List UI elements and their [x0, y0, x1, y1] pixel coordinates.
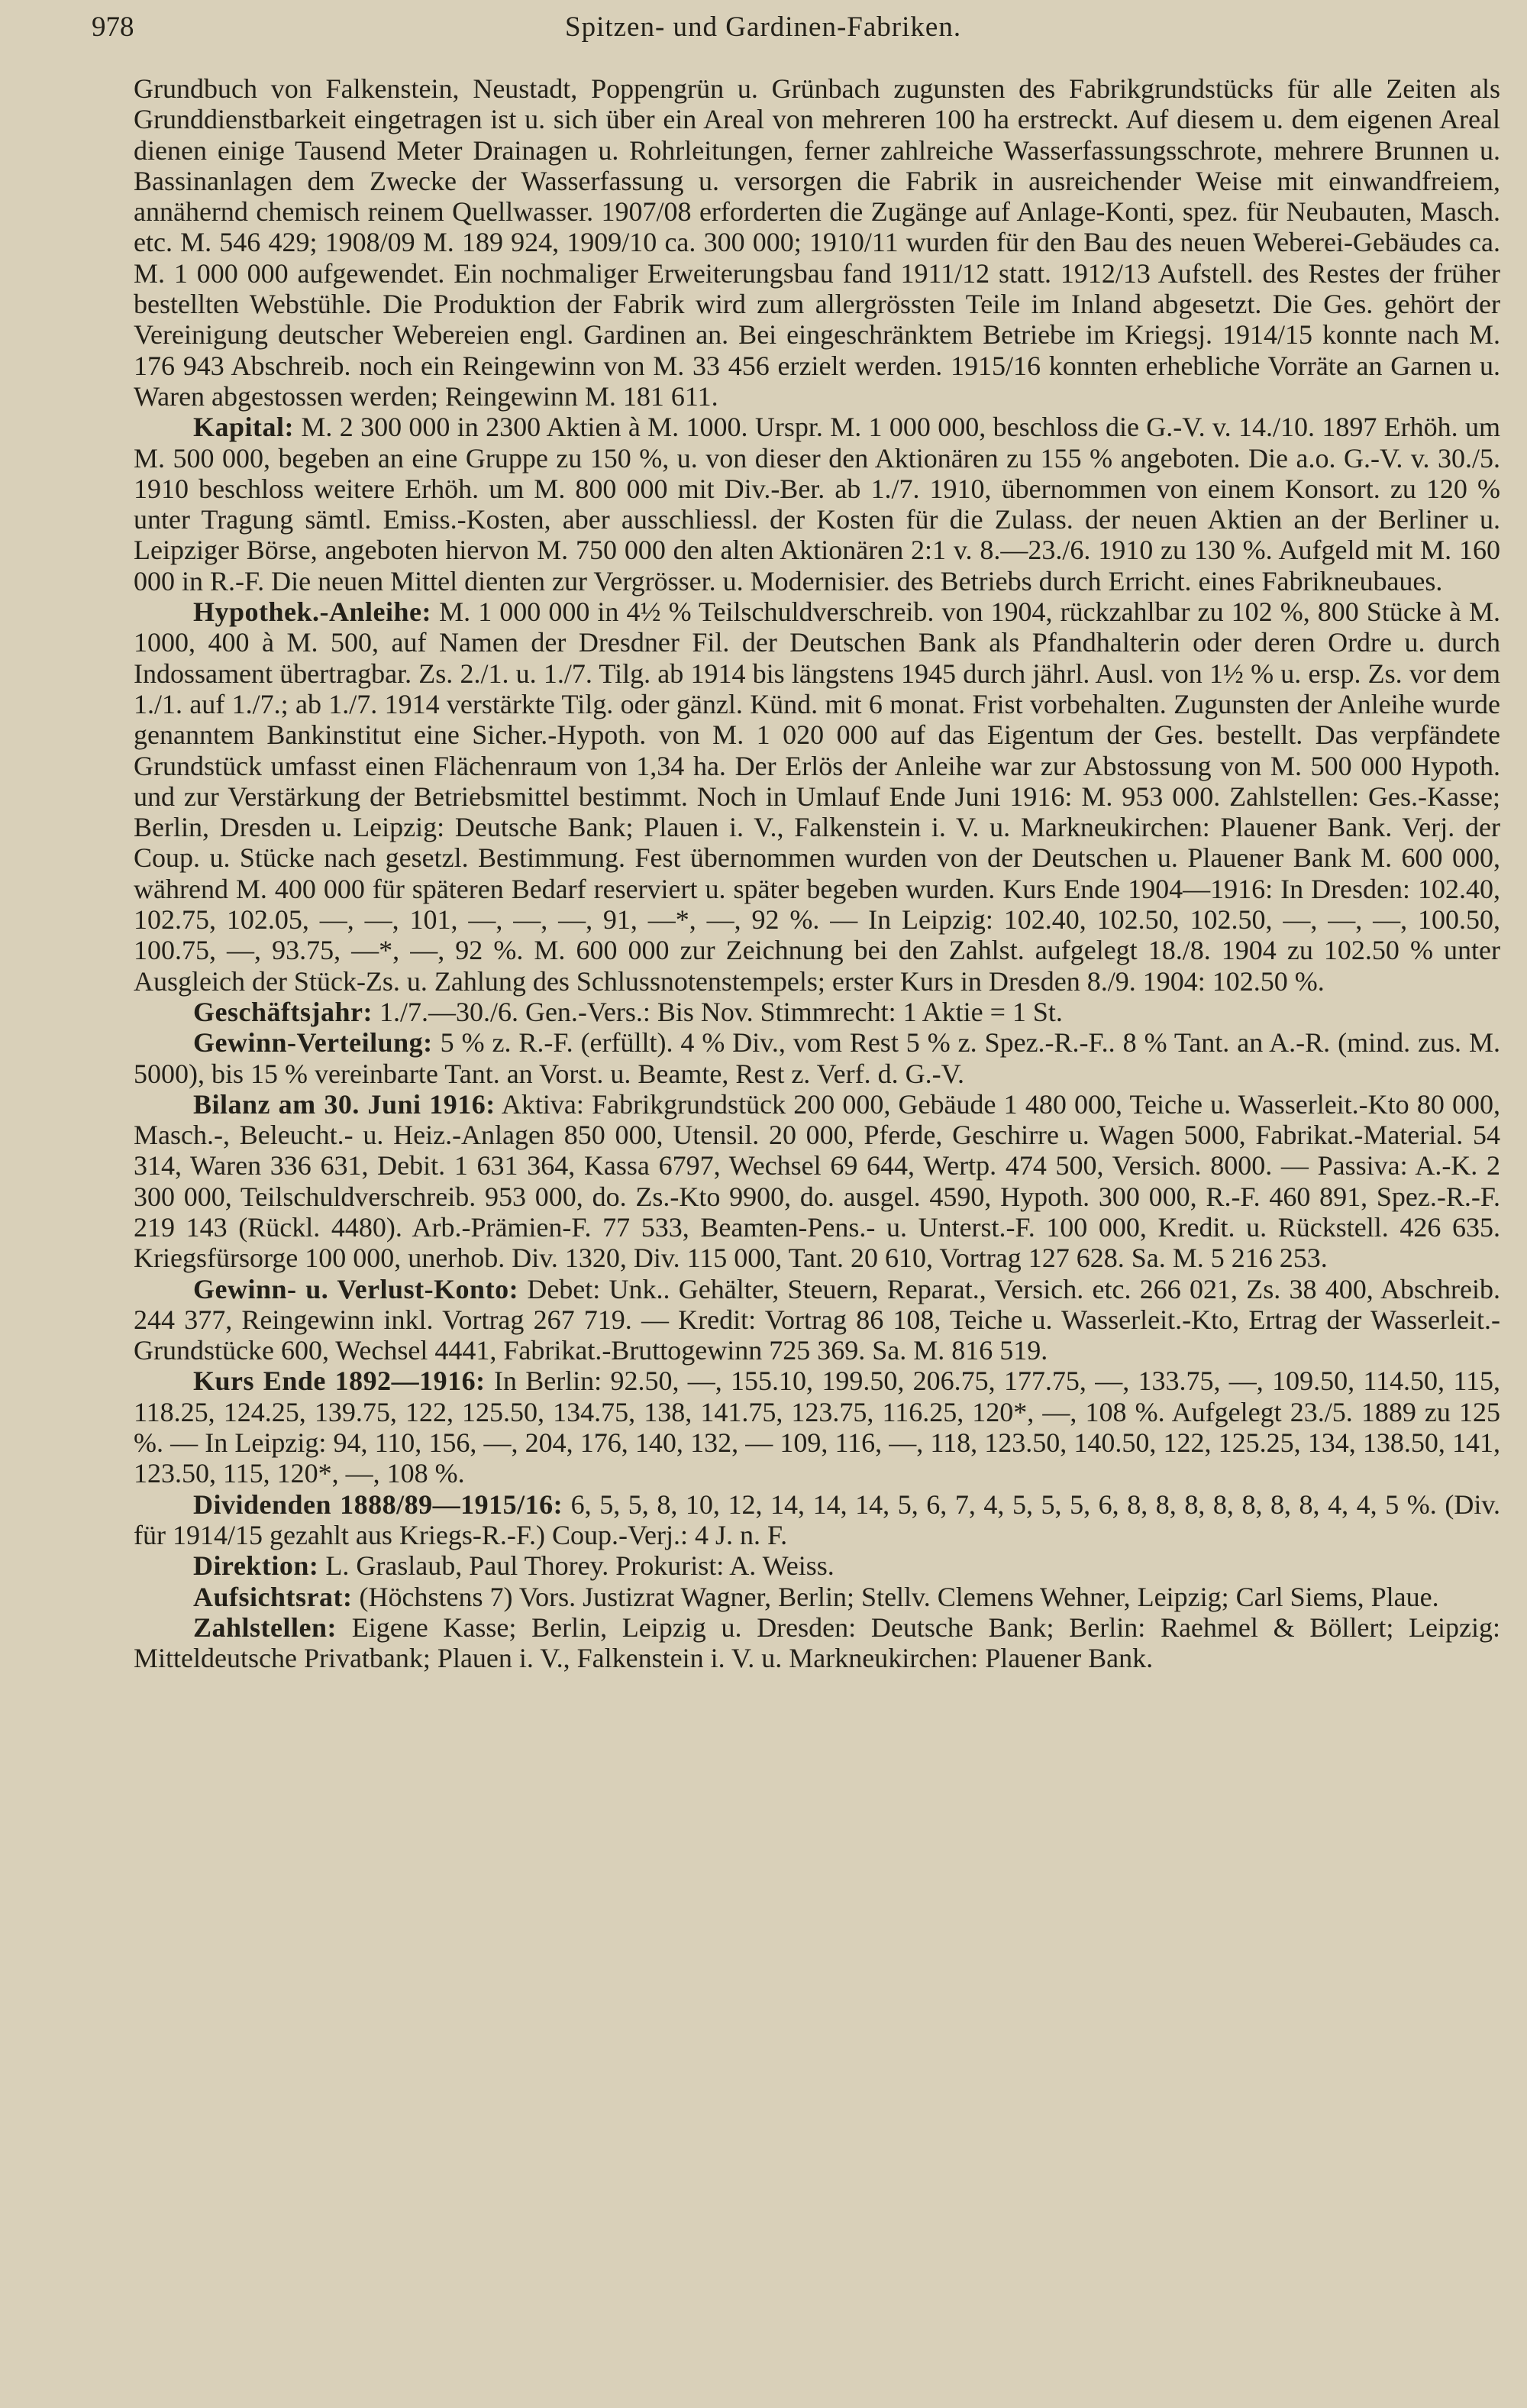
section-label: Direktion:	[193, 1550, 319, 1582]
paragraph-bilanz	[134, 1089, 1500, 1274]
paragraph-geschaeftsjahr	[134, 997, 1500, 1027]
section-label: Zahlstellen:	[193, 1611, 337, 1643]
section-label: Gewinn- u. Verlust-Konto:	[193, 1273, 519, 1304]
paragraph-text: Debet: Unk.. Gehälter, Steuern, Reparat., Versich. etc. 266 021, Zs. 38 400, Abschreib. 244 377, Reingewinn inkl. Vortrag 267 719. — Kredit: Vortrag 86 108, Teiche u. Wasserleit.-Kto, Ertrag der Wasserleit.-Grundstücke 600, Wechsel 4441, Fabrikat.-Bruttogewinn 725 369. Sa. M. 816 519.	[134, 1273, 1501, 1366]
page-header	[92, 8, 1496, 47]
section-label: Kurs Ende 1892—1916:	[193, 1366, 486, 1397]
paragraph-text: Eigene Kasse; Berlin, Leipzig u. Dresden: Deutsche Bank; Berlin: Raehmel & Böllert; Leipzig: Mitteldeutsche Privatbank; Plauen i. V., Falkenstein i. V. u. Markneukirchen: Plauener Bank.	[134, 1611, 1500, 1674]
section-label: Bilanz am 30. Juni 1916:	[193, 1088, 496, 1120]
paragraph-dividenden	[134, 1489, 1500, 1551]
paragraph-text: Aktiva: Fabrikgrundstück 200 000, Gebäude 1 480 000, Teiche u. Wasserleit.-Kto 80 000, Masch.-, Beleucht.- u. Heiz.-Anlagen 850 000, Utensil. 20 000, Pferde, Geschirre u. Wagen 5000, Fabrikat.-Material. 54 314, Waren 336 631, Debit. 1 631 364, Kassa 6797, Wechsel 69 644, Wertp. 474 500, Versich. 8000. — Passiva: A.-K. 2 300 000, Teilschuldverschreib. 953 000, do. Zs.-Kto 9900, do. ausgel. 4590, Hypoth. 300 000, R.-F. 460 891, Spez.-R.-F. 219 143 (Rückl. 4480). Arb.-Prämien-F. 77 533, Beamten-Pens.- u. Unterst.-F. 100 000, Kredit. u. Rückstell. 426 635. Kriegsfürsorge 100 000, unerhob. Div. 1320, Div. 115 000, Tant. 20 610, Vortrag 127 628. Sa. M. 5 216 253.	[134, 1088, 1501, 1274]
paragraph-text: 6, 5, 5, 8, 10, 12, 14, 14, 14, 5, 6, 7, 4, 5, 5, 5, 6, 8, 8, 8, 8, 8, 8, 8, 4, 4, 5 %. (Div. für 1914/15 gezahlt aus Kriegs-R.-F.) Coup.-Verj.: 4 J. n. F.	[134, 1488, 1501, 1550]
paragraph-text: M. 2 300 000 in 2300 Aktien à M. 1000. Urspr. M. 1 000 000, beschloss die G.-V. v. 14./10. 1897 Erhöh. um M. 500 000, begeben an eine Gruppe zu 150 %, u. von dieser den Aktionären zu 155 % angeboten. Die a.o. G.-V. v. 30./5. 1910 beschloss weitere Erhöh. um M. 800 000 mit Div.-Ber. ab 1./7. 1910, übernommen von einem Konsort. zu 120 % unter Tragung sämtl. Emiss.-Kosten, aber ausschliessl. der Kosten für die Zulass. der neuen Aktien an der Berliner u. Leipziger Börse, angeboten hiervon M. 750 000 den alten Aktionären 2:1 v. 8.—23./6. 1910 zu 130 %. Aufgeld mit M. 160 000 in R.-F. Die neuen Mittel dienten zur Vergrösser. u. Modernisier. des Betriebs durch Erricht. eines Fabrikneubaues.	[134, 412, 1501, 596]
paragraph-text: 1./7.—30./6. Gen.-Vers.: Bis Nov. Stimmrecht: 1 Aktie = 1 St.	[379, 996, 1063, 1027]
paragraph-direktion	[134, 1550, 1500, 1581]
section-label: Kapital:	[193, 412, 295, 443]
paragraph-zahlstellen	[134, 1612, 1500, 1674]
paragraph-kurs	[134, 1366, 1500, 1488]
section-label: Aufsichtsrat:	[193, 1581, 353, 1612]
paragraph-aufsichtsrat	[134, 1582, 1500, 1612]
paragraph-text: 5 % z. R.-F. (erfüllt). 4 % Div., vom Rest 5 % z. Spez.-R.-F.. 8 % Tant. an A.-R. (mind. zus. M. 5000), bis 15 % vereinbarte Tant. an Vorst. u. Beamte, Rest z. Verf. d. G.-V.	[134, 1027, 1501, 1089]
paragraph-text: Grundbuch von Falkenstein, Neustadt, Poppengrün u. Grünbach zugunsten des Fabrikgrundstücks für alle Zeiten als Grunddienstbarkeit eingetragen ist u. sich über ein Areal von mehreren 100 ha erstreckt. Auf diesem u. dem eigenen Areal dienen einige Tausend Meter Drainagen u. Rohrleitungen, ferner zahlreiche Wasserfassungsschrote, mehrere Brunnen u. Bassinanlagen dem Zwecke der Wasserfassung u. versorgen die Fabrik in ausreichender Weise mit einwandfreiem, annähernd chemisch reinem Quellwasser. 1907/08 erforderten die Zugänge auf Anlage-Konti, spez. für Neubauten, Masch. etc. M. 546 429; 1908/09 M. 189 924, 1909/10 ca. 300 000; 1910/11 wurden für den Bau des neuen Weberei-Gebäudes ca. M. 1 000 000 aufgewendet. Ein nochmaliger Erweiterungsbau fand 1911/12 statt. 1912/13 Aufstell. des Restes der früher bestellten Webstühle. Die Produktion der Fabrik wird zum allergrössten Teile im Inland abgesetzt. Die Ges. gehört der Vereinigung deutscher Webereien engl. Gardinen an. Bei eingeschränktem Betriebe im Kriegsj. 1914/15 konnte nach M. 176 943 Abschreib. noch ein Reingewinn von M. 33 456 erzielt werden. 1915/16 konnten erhebliche Vorräte an Garnen u. Waren abgestossen werden; Reingewinn M. 181 611.	[134, 73, 1500, 412]
page-number: 978	[92, 11, 134, 43]
paragraph-gewinn-verteilung	[134, 1027, 1500, 1089]
paragraph-intro	[134, 73, 1500, 412]
section-label: Dividenden 1888/89—1915/16:	[193, 1488, 563, 1520]
paragraph-hypothek-anleihe	[134, 596, 1500, 997]
running-title: Spitzen- und Gardinen-Fabriken.	[565, 11, 962, 43]
paragraph-text: L. Graslaub, Paul Thorey. Prokurist: A. Weiss.	[325, 1550, 835, 1582]
section-label: Hypothek.-Anleihe:	[193, 596, 432, 628]
paragraph-text: M. 1 000 000 in 4½ % Teilschuldverschreib. von 1904, rückzahlbar zu 102 %, 800 Stücke à M. 1000, 400 à M. 500, auf Namen der Dresdner Fil. der Deutschen Bank als Pfandhalterin oder deren Ordre u. durch Indossament übertragbar. Zs. 2./1. u. 1./7. Tilg. ab 1914 bis längstens 1945 durch jährl. Ausl. von 1½ % u. ersp. Zs. vor dem 1./1. auf 1./7.; ab 1./7. 1914 verstärkte Tilg. oder gänzl. Künd. mit 6 monat. Frist vorbehalten. Zugunsten der Anleihe wurde genanntem Bankinstitut eine Sicher.-Hypoth. von M. 1 020 000 auf das Eigentum der Ges. bestellt. Das verpfändete Grundstück umfasst einen Flächenraum von 1,34 ha. Der Erlös der Anleihe war zur Abstossung von M. 500 000 Hypoth. und zur Verstärkung der Betriebsmittel bestimmt. Noch in Umlauf Ende Juni 1916: M. 953 000. Zahlstellen: Ges.-Kasse; Berlin, Dresden u. Leipzig: Deutsche Bank; Plauen i. V., Falkenstein i. V. u. Markneukirchen: Plauener Bank. Verj. der Coup. u. Stücke nach gesetzl. Bestimmung. Fest übernommen wurden von der Deutschen u. Plauener Bank M. 600 000, während M. 400 000 für späteren Bedarf reserviert u. später begeben wurden. Kurs Ende 1904—1916: In Dresden: 102.40, 102.75, 102.05, —, —, 101, —, —, —, 91, —*, —, 92 %. — In Leipzig: 102.40, 102.50, 102.50, —, —, —, 100.50, 100.75, —, 93.75, —*, —, 92 %. M. 600 000 zur Zeichnung bei den Zahlst. aufgelegt 18./8. 1904 zu 102.50 % unter Ausgleich der Stück-Zs. u. Zahlung des Schlussnotenstempels; erster Kurs in Dresden 8./9. 1904: 102.50 %.	[134, 596, 1501, 997]
article-body	[134, 73, 1500, 1673]
paragraph-kapital	[134, 412, 1500, 596]
paragraph-gewinn-verlust	[134, 1274, 1500, 1366]
paragraph-text: (Höchstens 7) Vors. Justizrat Wagner, Berlin; Stellv. Clemens Wehner, Leipzig; Carl Siems, Plaue.	[359, 1581, 1439, 1612]
paragraph-text: In Berlin: 92.50, —, 155.10, 199.50, 206.75, 177.75, —, 133.75, —, 109.50, 114.50, 115, 118.25, 124.25, 139.75, 122, 125.50, 134.75, 138, 141.75, 123.75, 116.25, 120*, —, 108 %. Aufgelegt 23./5. 1889 zu 125 %. — In Leipzig: 94, 110, 156, —, 204, 176, 140, 132, — 109, 116, —, 118, 123.50, 140.50, 122, 125.25, 134, 138.50, 141, 123.50, 115, 120*, —, 108 %.	[134, 1366, 1500, 1489]
section-label: Geschäftsjahr:	[193, 996, 373, 1027]
section-label: Gewinn-Verteilung:	[193, 1027, 433, 1059]
